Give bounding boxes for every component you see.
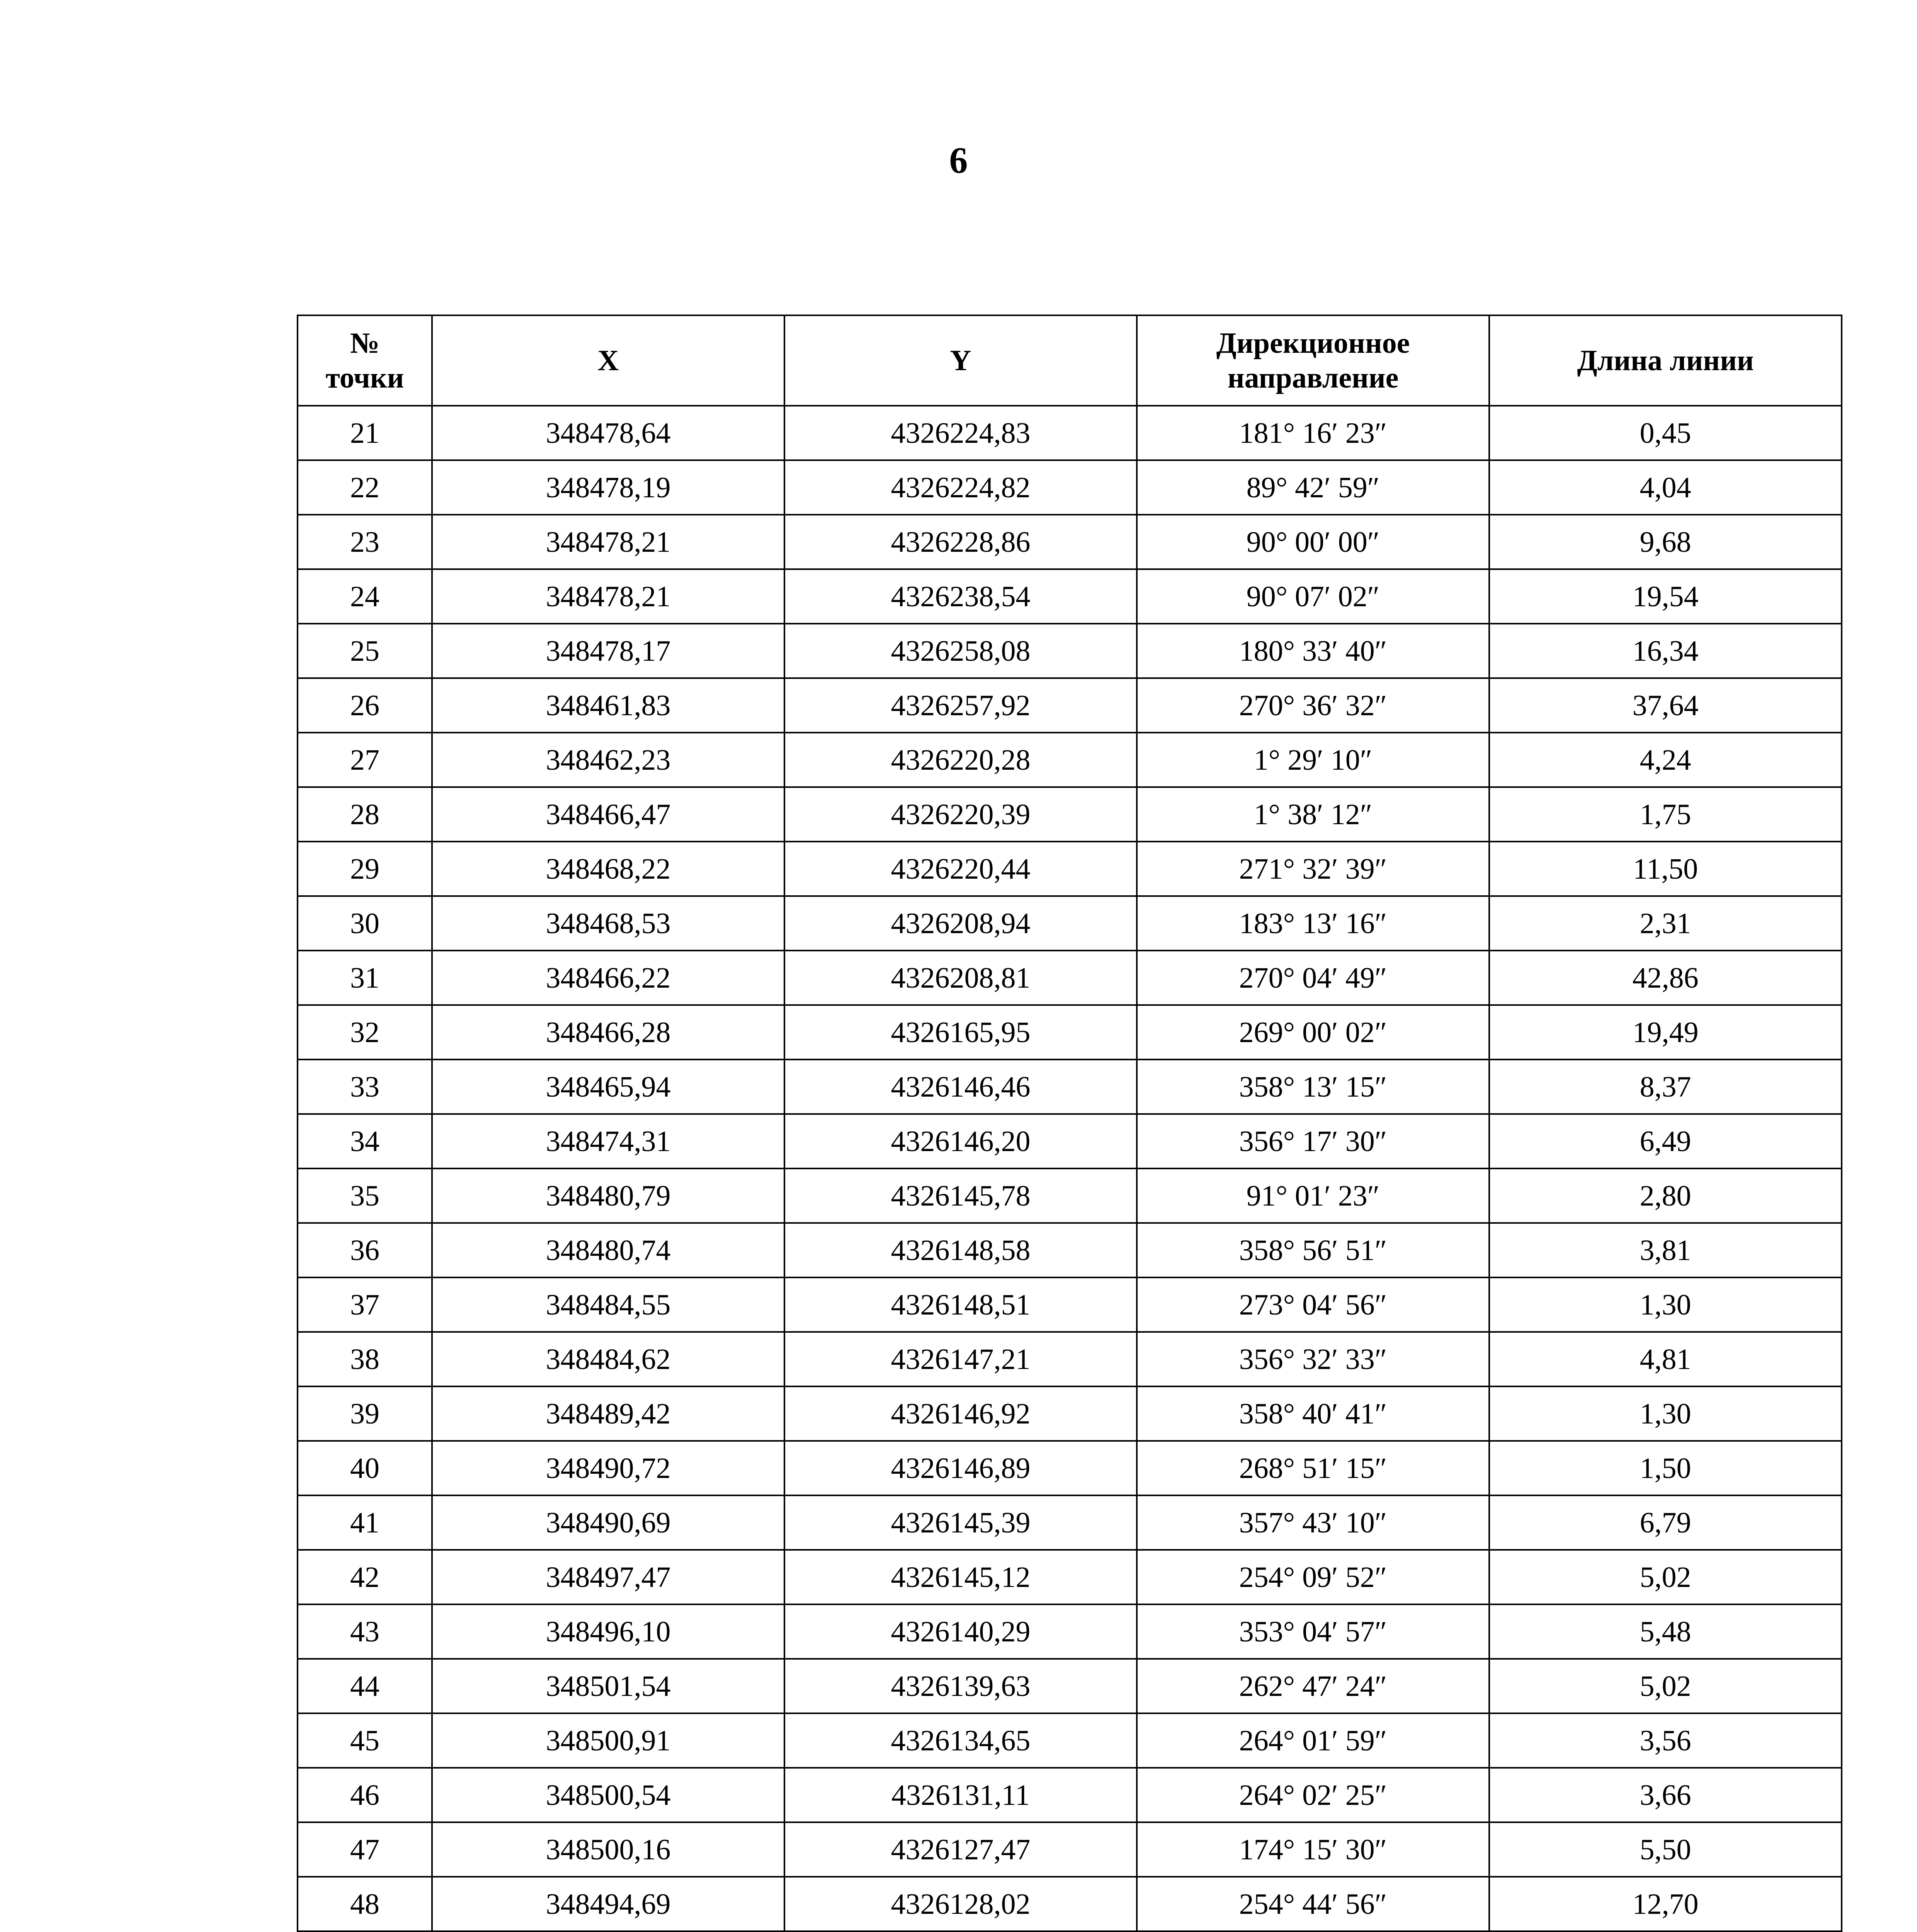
cell-x: 348497,47 [432, 1550, 784, 1604]
cell-direction: 356° 32′ 33″ [1137, 1332, 1489, 1386]
header-direction-line2: направление [1227, 362, 1399, 394]
table-row [298, 1822, 1842, 1877]
table-row [298, 1604, 1842, 1659]
cell-y: 4326208,81 [784, 951, 1137, 1005]
cell-line-length: 3,66 [1489, 1768, 1842, 1822]
cell-y: 4326140,29 [784, 1604, 1137, 1659]
cell-point-number: 23 [298, 515, 432, 569]
cell-y: 4326134,65 [784, 1713, 1137, 1768]
cell-y: 4326127,47 [784, 1822, 1137, 1877]
coordinates-table [297, 315, 1842, 1932]
cell-point-number: 44 [298, 1659, 432, 1713]
table-row [298, 460, 1842, 515]
table-row [298, 1223, 1842, 1277]
cell-y: 4326145,12 [784, 1550, 1137, 1604]
header-point-number [298, 315, 432, 406]
cell-direction: 183° 13′ 16″ [1137, 896, 1489, 951]
table-row [298, 1441, 1842, 1495]
cell-direction: 254° 44′ 56″ [1137, 1877, 1489, 1931]
header-line-length: Длина линии [1489, 315, 1842, 406]
cell-x: 348466,22 [432, 951, 784, 1005]
cell-line-length: 6,79 [1489, 1495, 1842, 1550]
cell-line-length: 3,56 [1489, 1713, 1842, 1768]
header-direction-line1: Дирекционное [1216, 327, 1410, 359]
table-header [298, 315, 1842, 406]
cell-point-number: 35 [298, 1168, 432, 1223]
table-row [298, 406, 1842, 460]
table-row [298, 1495, 1842, 1550]
cell-line-length: 4,81 [1489, 1332, 1842, 1386]
cell-x: 348496,10 [432, 1604, 784, 1659]
cell-x: 348462,23 [432, 733, 784, 787]
cell-direction: 353° 04′ 57″ [1137, 1604, 1489, 1659]
cell-x: 348478,17 [432, 624, 784, 678]
cell-line-length: 5,50 [1489, 1822, 1842, 1877]
cell-x: 348478,19 [432, 460, 784, 515]
cell-y: 4326208,94 [784, 896, 1137, 951]
cell-y: 4326220,39 [784, 787, 1137, 842]
cell-y: 4326165,95 [784, 1005, 1137, 1060]
cell-line-length: 2,80 [1489, 1168, 1842, 1223]
cell-point-number: 34 [298, 1114, 432, 1168]
table-row [298, 1713, 1842, 1768]
cell-point-number: 31 [298, 951, 432, 1005]
cell-line-length: 1,30 [1489, 1386, 1842, 1441]
cell-direction: 271° 32′ 39″ [1137, 842, 1489, 896]
cell-direction: 270° 04′ 49″ [1137, 951, 1489, 1005]
cell-direction: 270° 36′ 32″ [1137, 678, 1489, 733]
cell-x: 348466,47 [432, 787, 784, 842]
table-row [298, 1386, 1842, 1441]
cell-y: 4326146,92 [784, 1386, 1137, 1441]
cell-line-length: 1,30 [1489, 1277, 1842, 1332]
header-row [298, 315, 1842, 406]
cell-point-number: 30 [298, 896, 432, 951]
cell-y: 4326257,92 [784, 678, 1137, 733]
table-row [298, 1005, 1842, 1060]
cell-direction: 89° 42′ 59″ [1137, 460, 1489, 515]
cell-line-length: 2,31 [1489, 896, 1842, 951]
cell-y: 4326145,78 [784, 1168, 1137, 1223]
cell-line-length: 0,45 [1489, 406, 1842, 460]
cell-point-number: 48 [298, 1877, 432, 1931]
cell-line-length: 5,02 [1489, 1550, 1842, 1604]
cell-x: 348468,22 [432, 842, 784, 896]
cell-x: 348500,91 [432, 1713, 784, 1768]
cell-y: 4326148,58 [784, 1223, 1137, 1277]
cell-point-number: 27 [298, 733, 432, 787]
cell-y: 4326146,20 [784, 1114, 1137, 1168]
cell-line-length: 11,50 [1489, 842, 1842, 896]
cell-x: 348490,72 [432, 1441, 784, 1495]
cell-direction: 358° 40′ 41″ [1137, 1386, 1489, 1441]
table-row [298, 1659, 1842, 1713]
cell-y: 4326228,86 [784, 515, 1137, 569]
cell-line-length: 3,81 [1489, 1223, 1842, 1277]
table-row [298, 1550, 1842, 1604]
cell-x: 348500,16 [432, 1822, 784, 1877]
cell-x: 348500,54 [432, 1768, 784, 1822]
header-point-number-line1: № [350, 327, 380, 359]
cell-line-length: 12,70 [1489, 1877, 1842, 1931]
cell-x: 348480,79 [432, 1168, 784, 1223]
cell-point-number: 40 [298, 1441, 432, 1495]
table-row [298, 1332, 1842, 1386]
cell-point-number: 21 [298, 406, 432, 460]
cell-y: 4326139,63 [784, 1659, 1137, 1713]
cell-point-number: 47 [298, 1822, 432, 1877]
cell-direction: 356° 17′ 30″ [1137, 1114, 1489, 1168]
cell-x: 348465,94 [432, 1060, 784, 1114]
cell-y: 4326146,46 [784, 1060, 1137, 1114]
cell-x: 348494,69 [432, 1877, 784, 1931]
header-x: X [432, 315, 784, 406]
table-row [298, 733, 1842, 787]
cell-x: 348478,64 [432, 406, 784, 460]
cell-point-number: 37 [298, 1277, 432, 1332]
table-body [298, 406, 1842, 1932]
table-row [298, 1877, 1842, 1931]
cell-direction: 269° 00′ 02″ [1137, 1005, 1489, 1060]
cell-direction: 90° 00′ 00″ [1137, 515, 1489, 569]
cell-point-number: 39 [298, 1386, 432, 1441]
table-row [298, 1114, 1842, 1168]
cell-direction: 273° 04′ 56″ [1137, 1277, 1489, 1332]
cell-y: 4326238,54 [784, 569, 1137, 624]
cell-direction: 357° 43′ 10″ [1137, 1495, 1489, 1550]
header-point-number-line2: точки [325, 362, 404, 394]
cell-point-number: 42 [298, 1550, 432, 1604]
cell-direction: 254° 09′ 52″ [1137, 1550, 1489, 1604]
cell-y: 4326220,44 [784, 842, 1137, 896]
cell-point-number: 32 [298, 1005, 432, 1060]
cell-direction: 262° 47′ 24″ [1137, 1659, 1489, 1713]
cell-x: 348484,55 [432, 1277, 784, 1332]
cell-line-length: 16,34 [1489, 624, 1842, 678]
cell-direction: 180° 33′ 40″ [1137, 624, 1489, 678]
cell-point-number: 25 [298, 624, 432, 678]
cell-x: 348480,74 [432, 1223, 784, 1277]
cell-x: 348501,54 [432, 1659, 784, 1713]
table-row [298, 624, 1842, 678]
cell-line-length: 4,04 [1489, 460, 1842, 515]
cell-point-number: 45 [298, 1713, 432, 1768]
cell-direction: 174° 15′ 30″ [1137, 1822, 1489, 1877]
cell-line-length: 1,75 [1489, 787, 1842, 842]
cell-point-number: 33 [298, 1060, 432, 1114]
header-direction [1137, 315, 1489, 406]
cell-x: 348466,28 [432, 1005, 784, 1060]
cell-y: 4326145,39 [784, 1495, 1137, 1550]
cell-point-number: 41 [298, 1495, 432, 1550]
cell-line-length: 9,68 [1489, 515, 1842, 569]
table-row [298, 1277, 1842, 1332]
cell-x: 348474,31 [432, 1114, 784, 1168]
cell-x: 348478,21 [432, 515, 784, 569]
table-row [298, 678, 1842, 733]
cell-y: 4326258,08 [784, 624, 1137, 678]
cell-x: 348489,42 [432, 1386, 784, 1441]
cell-direction: 268° 51′ 15″ [1137, 1441, 1489, 1495]
cell-x: 348478,21 [432, 569, 784, 624]
cell-direction: 264° 01′ 59″ [1137, 1713, 1489, 1768]
cell-point-number: 22 [298, 460, 432, 515]
cell-y: 4326128,02 [784, 1877, 1137, 1931]
cell-line-length: 19,54 [1489, 569, 1842, 624]
cell-direction: 1° 38′ 12″ [1137, 787, 1489, 842]
table-row [298, 1060, 1842, 1114]
cell-line-length: 5,02 [1489, 1659, 1842, 1713]
cell-y: 4326131,11 [784, 1768, 1137, 1822]
header-y: Y [784, 315, 1137, 406]
cell-direction: 358° 56′ 51″ [1137, 1223, 1489, 1277]
cell-direction: 90° 07′ 02″ [1137, 569, 1489, 624]
cell-line-length: 37,64 [1489, 678, 1842, 733]
cell-point-number: 28 [298, 787, 432, 842]
table-row [298, 569, 1842, 624]
cell-line-length: 1,50 [1489, 1441, 1842, 1495]
table-row [298, 896, 1842, 951]
cell-point-number: 26 [298, 678, 432, 733]
cell-x: 348461,83 [432, 678, 784, 733]
page-number: 6 [949, 139, 968, 181]
cell-x: 348484,62 [432, 1332, 784, 1386]
cell-x: 348490,69 [432, 1495, 784, 1550]
cell-point-number: 43 [298, 1604, 432, 1659]
cell-point-number: 38 [298, 1332, 432, 1386]
cell-y: 4326224,82 [784, 460, 1137, 515]
cell-x: 348468,53 [432, 896, 784, 951]
cell-direction: 181° 16′ 23″ [1137, 406, 1489, 460]
cell-y: 4326148,51 [784, 1277, 1137, 1332]
cell-direction: 91° 01′ 23″ [1137, 1168, 1489, 1223]
cell-point-number: 29 [298, 842, 432, 896]
cell-line-length: 6,49 [1489, 1114, 1842, 1168]
table-row [298, 842, 1842, 896]
cell-point-number: 24 [298, 569, 432, 624]
cell-line-length: 5,48 [1489, 1604, 1842, 1659]
table-row [298, 515, 1842, 569]
cell-line-length: 42,86 [1489, 951, 1842, 1005]
cell-y: 4326146,89 [784, 1441, 1137, 1495]
cell-point-number: 46 [298, 1768, 432, 1822]
cell-point-number: 36 [298, 1223, 432, 1277]
cell-y: 4326147,21 [784, 1332, 1137, 1386]
cell-direction: 264° 02′ 25″ [1137, 1768, 1489, 1822]
cell-line-length: 8,37 [1489, 1060, 1842, 1114]
table-row [298, 951, 1842, 1005]
cell-direction: 1° 29′ 10″ [1137, 733, 1489, 787]
cell-y: 4326224,83 [784, 406, 1137, 460]
cell-line-length: 4,24 [1489, 733, 1842, 787]
cell-y: 4326220,28 [784, 733, 1137, 787]
table-row [298, 787, 1842, 842]
table-row [298, 1168, 1842, 1223]
cell-line-length: 19,49 [1489, 1005, 1842, 1060]
cell-direction: 358° 13′ 15″ [1137, 1060, 1489, 1114]
table-row [298, 1768, 1842, 1822]
